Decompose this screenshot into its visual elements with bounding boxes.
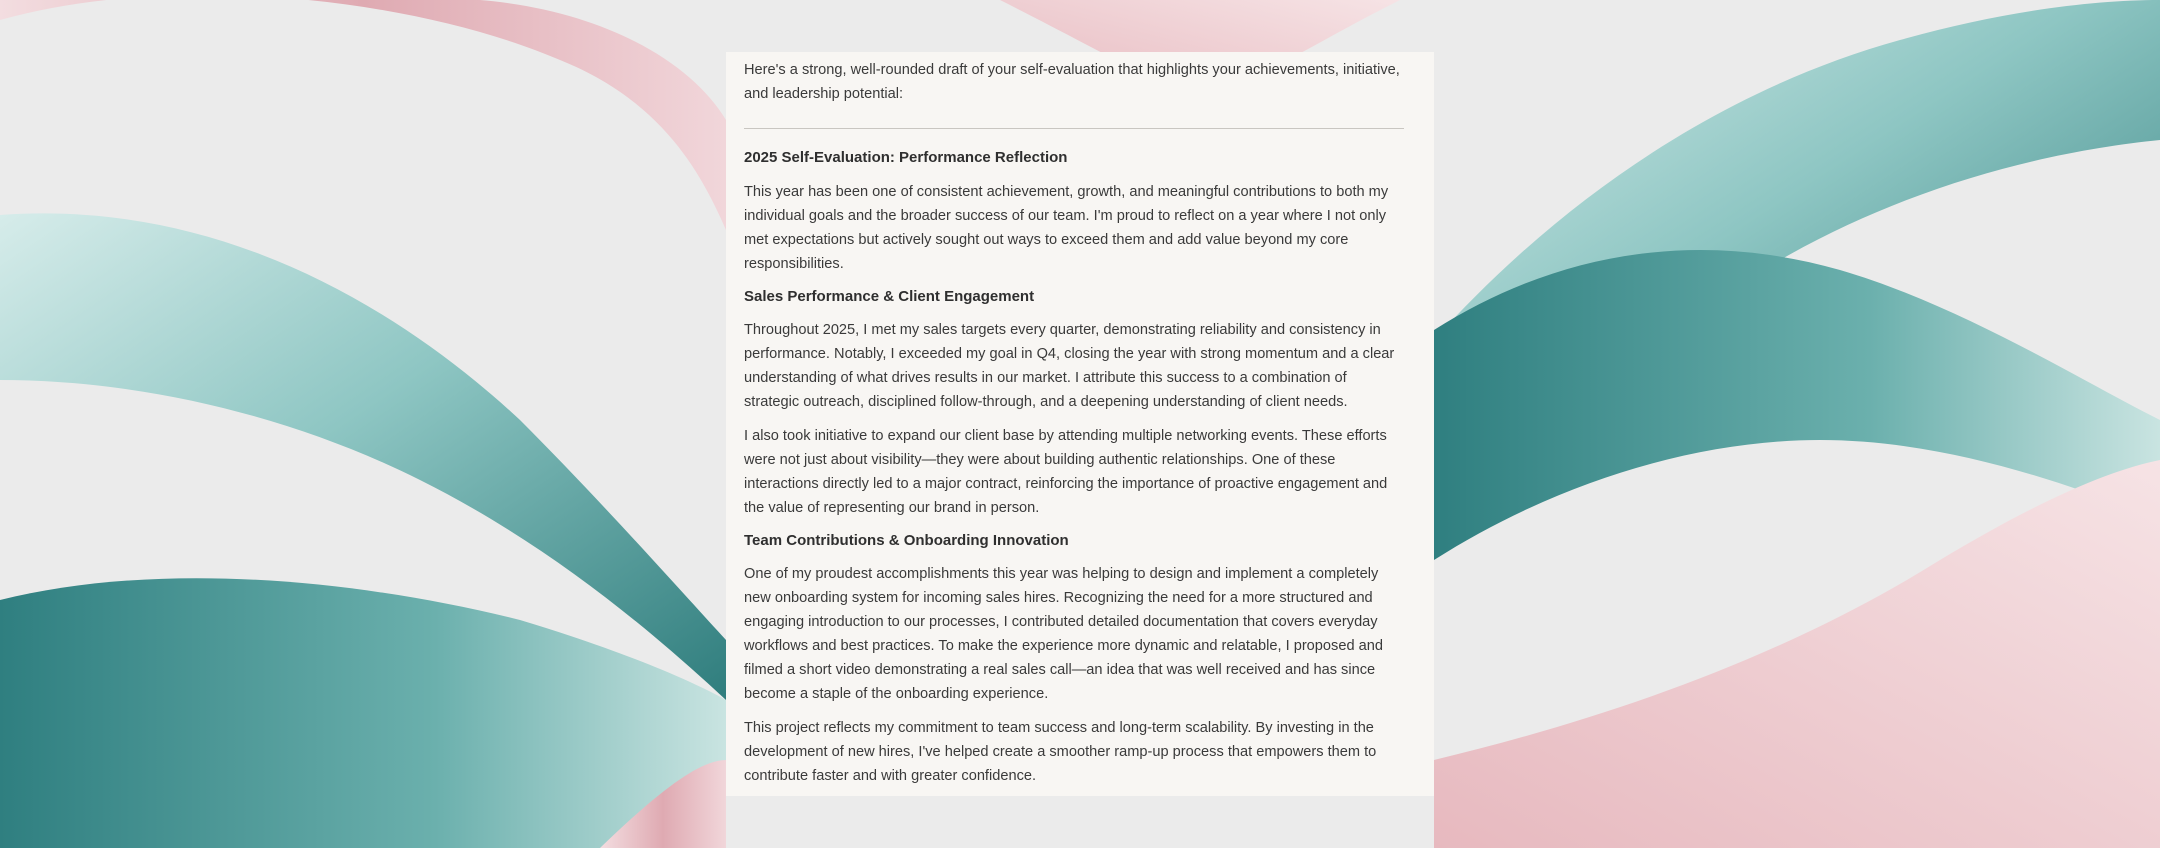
opening-paragraph: This year has been one of consistent achievement, growth, and meaningful contributions to both my individual goals and the broader success of our team. I'm proud to reflect on a year where I not only met expectations but actively sought out ways to exceed them and add value beyond my core responsibilities.: [744, 184, 1389, 272]
section-heading-sales: Sales Performance & Client Engagement: [744, 288, 1035, 305]
document-title: 2025 Self-Evaluation: Performance Reflection: [744, 149, 1068, 166]
divider: [744, 128, 1404, 129]
self-evaluation-document: [726, 52, 1434, 796]
team-paragraph-2: This project reflects my commitment to team success and long-term scalability. By investing in the development of new hires, I've helped create a smoother ramp-up process that empowers them to contribute faster and with greater confidence.: [744, 720, 1377, 784]
sales-paragraph-1: Throughout 2025, I met my sales targets every quarter, demonstrating reliability and consistency in performance. Notably, I exceeded my goal in Q4, closing the year with strong momentum and a clear understanding of what drives results in our market. I attribute this success to a combination of strategic outreach, disciplined follow-through, and a deepening understanding of client needs.: [744, 322, 1395, 410]
sales-paragraph-2: I also took initiative to expand our client base by attending multiple networking events. These efforts were not just about visibility—they were about building authentic relationships. One of these interactions directly led to a major contract, reinforcing the importance of proactive engagement and the value of representing our brand in person.: [744, 428, 1388, 516]
intro-text: Here's a strong, well-rounded draft of your self-evaluation that highlights your achievements, initiative, and leadership potential:: [744, 62, 1400, 102]
team-paragraph-1: One of my proudest accomplishments this year was helping to design and implement a completely new onboarding system for incoming sales hires. Recognizing the need for a more structured and engaging introduction to our processes, I contributed detailed documentation that covers everyday workflows and best practices. To make the experience more dynamic and relatable, I proposed and filmed a short video demonstrating a real sales call—an idea that was well received and has since become a staple of the onboarding experience.: [744, 566, 1383, 702]
section-heading-team: Team Contributions & Onboarding Innovation: [744, 532, 1069, 549]
